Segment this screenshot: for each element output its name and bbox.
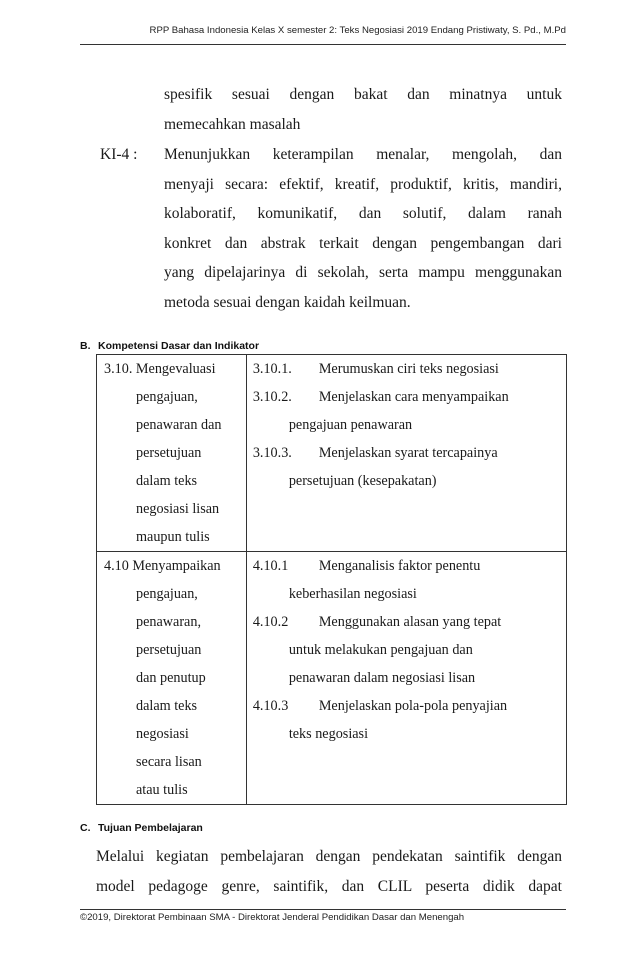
ki4-line: Menunjukkan keterampilan menalar, mengolah, dan — [164, 146, 562, 163]
indicator-text: Menjelaskan syarat tercapainya — [318, 445, 498, 461]
tujuan-line: Melalui kegiatan pembelajaran dengan pendekatan saintifik dengan — [96, 848, 562, 865]
indicator-text: Menganalisis faktor penentu — [318, 558, 481, 574]
ki4-line: yang dipelajarinya di sekolah, serta mampu menggunakan — [164, 264, 562, 281]
kd-line: negosiasi lisan — [136, 501, 220, 517]
ki4-line: menyaji secara: efektif, kreatif, produktif, kritis, mandiri, — [164, 175, 562, 193]
kd-line: dalam teks — [136, 698, 198, 714]
section-title: Kompetensi Dasar dan Indikator — [98, 340, 260, 352]
section-letter: C. — [80, 822, 91, 834]
kd-line: dalam teks — [136, 473, 198, 489]
section-title: Tujuan Pembelajaran — [98, 822, 203, 834]
kd-line: secara lisan — [136, 754, 202, 770]
section-c-heading — [80, 822, 203, 834]
ki3-line: memecahkan masalah — [164, 115, 301, 133]
ki3-line: spesifik sesuai dengan bakat dan minatnya untuk — [164, 86, 562, 103]
ki4-text — [164, 140, 562, 317]
indicator-number: 3.10.1. — [252, 361, 292, 377]
indicator-text-cont: keberhasilan negosiasi — [288, 586, 417, 602]
table-row — [97, 552, 567, 805]
indicator-item — [247, 608, 566, 636]
indicator-text: Merumuskan ciri teks negosiasi — [318, 361, 499, 377]
indicator-item — [247, 692, 566, 720]
indicator-text-cont: penawaran dalam negosiasi lisan — [288, 670, 476, 686]
kd-line: maupun tulis — [136, 529, 210, 545]
ki3-continuation — [164, 80, 562, 139]
indicator-number: 4.10.3 — [252, 698, 289, 714]
kd-line: pengajuan, — [136, 389, 198, 405]
kd-line: penawaran, — [136, 614, 201, 630]
ki4-line: konkret dan abstrak terkait dengan pengembangan dari — [164, 234, 562, 252]
kd-line: penawaran dan — [136, 417, 222, 433]
kd-indicator-table — [96, 354, 567, 805]
kd-line: persetujuan — [136, 642, 202, 658]
tujuan-line: model pedagoge genre, saintifik, dan CLIL peserta didik dapat — [96, 877, 562, 895]
indicator-item — [247, 355, 566, 383]
indicator-number: 3.10.3. — [252, 445, 292, 461]
indicator-text-cont: teks negosiasi — [288, 726, 369, 742]
section-b-heading — [80, 340, 259, 352]
indicator-item — [247, 383, 566, 411]
indicator-number: 4.10.2 — [252, 614, 289, 630]
section-letter: B. — [80, 340, 91, 352]
table-row — [97, 355, 567, 552]
kd-cell — [97, 552, 247, 805]
indicator-item — [247, 552, 566, 580]
indicator-cell — [246, 552, 566, 805]
indicator-text-cont: untuk melakukan pengajuan dan — [288, 642, 473, 658]
tujuan-paragraph — [96, 842, 562, 901]
kd-cell — [97, 355, 247, 552]
kd-line: negosiasi — [136, 726, 189, 742]
kd-line: 4.10 Menyampaikan — [104, 558, 221, 574]
ki4-line: metoda sesuai dengan kaidah keilmuan. — [164, 293, 411, 311]
kd-line: persetujuan — [136, 445, 202, 461]
kd-line: dan penutup — [136, 670, 206, 686]
indicator-number: 3.10.2. — [252, 389, 292, 405]
kd-line: atau tulis — [136, 782, 188, 798]
indicator-text-cont: persetujuan (kesepakatan) — [288, 473, 437, 489]
ki4-label: KI-4 : — [100, 146, 138, 163]
indicator-text: Menggunakan alasan yang tepat — [318, 614, 502, 630]
page-footer: ©2019, Direktorat Pembinaan SMA - Direktorat Jenderal Pendidikan Dasar dan Menengah — [80, 912, 465, 923]
header-divider — [80, 44, 566, 45]
indicator-cell — [246, 355, 566, 552]
indicator-text: Menjelaskan cara menyampaikan — [318, 389, 509, 405]
kd-line: 3.10. Mengevaluasi — [104, 361, 216, 377]
footer-divider — [80, 909, 566, 910]
indicator-item — [247, 439, 566, 467]
indicator-number: 4.10.1 — [252, 558, 289, 574]
kd-line: pengajuan, — [136, 586, 198, 602]
page-header: RPP Bahasa Indonesia Kelas X semester 2: Teks Negosiasi 2019 Endang Pristiwaty, S. Pd., M.Pd — [149, 25, 566, 36]
ki4-line: kolaboratif, komunikatif, dan solutif, dalam ranah — [164, 205, 562, 222]
indicator-text-cont: pengajuan penawaran — [288, 417, 413, 433]
indicator-text: Menjelaskan pola-pola penyajian — [318, 698, 508, 714]
